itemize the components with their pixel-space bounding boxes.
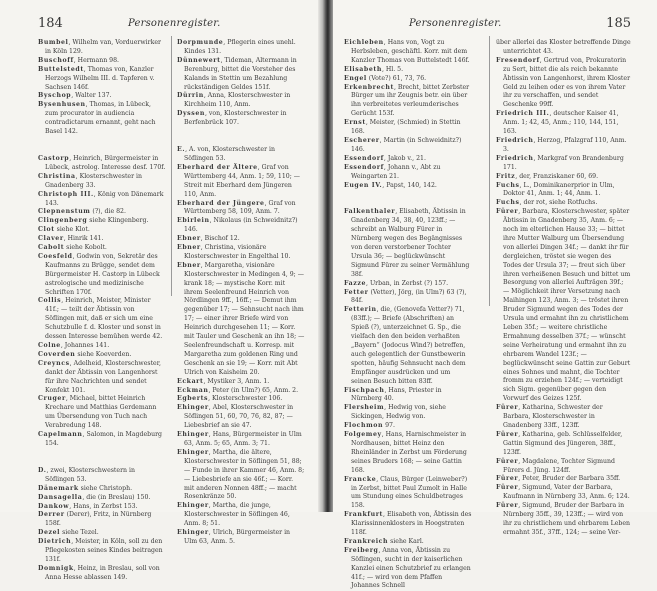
entry-headword: Dürrin [177, 92, 204, 100]
entry-headword: Erkenbrecht [344, 83, 394, 91]
index-entry [177, 39, 305, 57]
entry-headword: Fürer [496, 475, 519, 483]
entry-text: , Godwin von, Sekretär des Kaufmanns zu Brügge, sendet dem Bürgermeister H. Castorp in Lübeck astrologische und medizinische Schriften 170f. [45, 252, 160, 296]
right-page [333, 0, 657, 590]
entry-headword: Folgemey [344, 431, 382, 439]
entry-text: , Klosterschwester 106. [208, 395, 283, 403]
index-entry [38, 351, 166, 360]
index-entry [38, 529, 166, 538]
index-entry [38, 39, 166, 57]
entry-text: , Klosterschwester in Gnadenberg 33. [45, 172, 142, 189]
entry-headword: Freiberg [344, 546, 379, 554]
index-entry [177, 164, 305, 200]
entry-headword: Dansagella [38, 493, 83, 501]
index-entry [177, 200, 305, 218]
index-entry [344, 404, 472, 422]
entry-text: , Meister, (Schmied) in Stettin 168. [351, 119, 461, 136]
entry-headword: Fischpach [344, 386, 385, 394]
entry-text: siehe Koeverden. [75, 350, 132, 358]
entry-headword: Cruger [38, 395, 66, 403]
entry-text: , Thomas von, Kanzler Herzogs Wilhelm III. d. Tapferen v. Sachsen 146f. [45, 65, 155, 91]
section-gap [344, 190, 472, 208]
entry-text: , Tideman, Altermann in Berenburg, bittet die Vorsteher des Kalands in Stettin um Bezahlung rückständigen Geldes 151f. [184, 56, 297, 91]
index-entry [344, 387, 472, 405]
entry-text: , Gertrud von, Prokuratorin zu Sert, bittet die als reich bekannte Äbtissin von Langenhorst, ihrem Kloster Geld zu leihen oder es von ihrem Vater ihr zu verschaffen, und sendet Geschenke 99ff. [503, 56, 631, 109]
entry-headword: Ebirlein [177, 217, 210, 225]
entry-headword: Dezel [38, 529, 61, 537]
index-entry [38, 494, 166, 503]
entry-text: , Martha, die junge, Klosterschwester in Söflingen 46, Anm. 8; 51. [184, 502, 290, 528]
entry-text: , zwei, Klosterschwestern in Söflingen 53. [45, 466, 135, 483]
entry-headword: Ehinger [177, 502, 209, 510]
section-gap [177, 128, 305, 146]
index-entry [496, 57, 631, 110]
index-entry [38, 485, 166, 494]
entry-headword: Frankreich [344, 537, 389, 545]
running-head-right: Personenregister. [409, 18, 502, 29]
index-entry [344, 422, 472, 431]
index-entry [177, 387, 305, 396]
index-entry [38, 217, 166, 226]
entry-text: , Heinrich, Bürgermeister in Lübeck, astrolog. Interesse desf. 170f. [45, 154, 166, 171]
entry-text: , Hans, Harnischmeister in Nordhausen, bittet Heinz den Rheinländer in Zerbst um Förderung seines Bruders 168; — seine Gattin 168. [351, 431, 467, 474]
entry-text: siehe Christoph. [78, 484, 133, 492]
entry-headword: Fürer [496, 404, 519, 412]
index-entry [496, 182, 631, 200]
index-entry [177, 502, 305, 529]
entry-headword: Ebner [177, 244, 201, 252]
entry-text: , Anna von, Äbtissin zu Söflingen, sucht in der kaiserlichen Kanzlei einen Schutzbrief zu erlangen 41f.; — wird von dem Pfaffen Johannes Schnell [351, 546, 471, 590]
entry-text: , Martin (in Schweidnitz?) 146. [351, 136, 462, 153]
entry-headword: Ehinger [177, 431, 209, 439]
index-entry [496, 173, 631, 182]
index-entry [38, 57, 166, 66]
index-entry [38, 191, 166, 209]
index-entry [496, 39, 631, 57]
entry-text: , Katharina, geb. Schlüsselfelder, Gattin Sigmund des Jüngeren, 38ff., 123ff. [503, 430, 623, 456]
entry-headword: Derrer [38, 511, 65, 519]
entry-headword: Escherer [344, 136, 380, 144]
entry-text: , Hinrik 141. [63, 235, 104, 243]
entry-text: , Sigmund, Bruder der Barbara in Nürnberg 35ff., 39, 123ff.; — wird von ihr zu christlichem und ehrbarem Leben ermahnt 35f., 37ff., 124; — seine Ver- [503, 502, 631, 536]
entry-text: , Markgraf von Brandenburg 171. [503, 154, 624, 171]
index-entry [344, 164, 472, 182]
index-entry [344, 39, 472, 66]
index-entry [177, 57, 305, 93]
right-page-column-2 [496, 39, 631, 538]
index-entry [38, 395, 166, 431]
entry-text: , Hedwig von, siehe Sickingen, Hedwig von. [351, 404, 446, 421]
index-entry [496, 502, 631, 538]
entry-headword: Eichleben [344, 39, 384, 46]
entry-text: (Derer), Fritz, in Nürnberg 158f. [45, 511, 152, 528]
entry-headword: Cabolt [38, 244, 65, 252]
entry-text: , Anna, Klosterschwester in Kirchheim 110, Anm. [184, 92, 291, 109]
index-entry [38, 467, 166, 485]
entry-text: , die, (Genovefa Vetter?) 71, (83ff.); — Briefe (Abschriften) an Spieß (?), unterzeichnet G. Sp., die vielfach den den beiden verhaßten „Bayern“ (Jodocus Wind?) betreffen, auch gelegentlich der Gunstbewerin spotten, häufig Sehnsucht nach dem Empfänger ausdrücken und um seinen Besuch bitten 83ff. [351, 306, 466, 385]
entry-text: , von, Klosterschwester in Berfenbrück 107. [184, 110, 287, 127]
entry-headword: Capelmann [38, 431, 83, 439]
index-entry [344, 476, 472, 512]
index-entry [344, 137, 472, 155]
entry-headword: Domnigk [38, 564, 74, 572]
entry-text: , Adelheid, Klosterschwester, dankt der Äbtissin von Langenhorst für ihre Nachrichten und sendet Konfekt 101. [45, 359, 161, 394]
entry-headword: Eckart [177, 377, 204, 385]
entry-headword: Egberts [177, 395, 209, 403]
entry-text: , Nikolaus (in Schweidnitz?) 146. [184, 217, 298, 234]
page-number-left: 184 [38, 16, 63, 31]
right-page-column-1 [344, 39, 472, 591]
entry-text: , Elisabeth, Äbtissin in Gnadenberg 34, 38, 40, 123ff.; — schreibt an Walburg Fürer in Nürnberg wegen des Begängnisses von deren verstorbener Tochter Ursula 36; — beglückwünscht Sigmund Fürer zu seiner Vermählung 38f. [351, 208, 470, 278]
entry-text: , Salomon, in Magdeburg 154. [45, 431, 162, 447]
entry-headword: Friedrich [496, 136, 534, 144]
entry-headword: Byschop [38, 92, 72, 100]
section-gap [38, 137, 166, 155]
entry-text: , Peter, Bruder der Barbara 35ff. [518, 475, 621, 483]
index-entry [344, 431, 472, 476]
index-entry [177, 529, 305, 547]
index-entry [38, 511, 166, 529]
index-entry [344, 208, 472, 279]
entry-text: , Bischof 12. [200, 235, 240, 243]
entry-text: siehe Kobolt. [64, 244, 107, 252]
entry-headword: Collis [38, 297, 62, 305]
entry-headword: Buttelstedt [38, 65, 84, 73]
entry-headword: Castorp [38, 154, 70, 162]
entry-headword: Coesfeld [38, 252, 73, 260]
entry-headword: Fürer [496, 457, 519, 465]
index-entry [496, 110, 631, 137]
index-entry [38, 565, 166, 583]
index-entry [344, 155, 472, 164]
index-entry [38, 173, 166, 191]
entry-text: , Sigmund, Vater der Barbara, Kaufmann in Nürnberg 33, Anm. 6; 124. [503, 484, 630, 501]
index-entry [38, 92, 166, 101]
index-entry [496, 484, 631, 502]
entry-headword: Ehinger [177, 529, 209, 537]
index-entry [496, 404, 631, 431]
index-entry [38, 66, 166, 93]
entry-headword: Dänemark [38, 484, 79, 492]
entry-text: , Hl. 5. [381, 65, 404, 73]
entry-headword: Ernst [344, 119, 366, 127]
index-entry [344, 66, 472, 75]
entry-headword: Eugen IV. [344, 181, 383, 189]
entry-headword: Claver [38, 235, 64, 243]
entry-text: , Mystiker 3, Anm. 1. [203, 377, 270, 385]
entry-headword: Clingenberg [38, 217, 88, 225]
entry-text: , Thomas, in Lübeck, zum procurator in audiencia contradictarum ernannt, geht nach Basel 142. [45, 101, 156, 136]
entry-headword: Coverden [38, 350, 76, 358]
entry-headword: Ebner [177, 235, 201, 243]
index-entry [496, 155, 631, 173]
entry-headword: Fürer [496, 430, 519, 438]
index-entry [344, 538, 472, 547]
entry-text: (Vote?) 61, 73, 76. [366, 74, 427, 82]
index-entry [177, 431, 305, 449]
entry-headword: Dünnewert [177, 56, 221, 64]
column-divider-right [489, 36, 490, 306]
entry-text: 97. [383, 422, 395, 430]
entry-text: , Katharina, Schwester der Barbara, Klosterschwester in Gnadenberg 33ff., 123ff. [503, 404, 603, 429]
entry-text: , Graf von Württemberg 44, Anm. 1; 59, 110; — Streit mit Eberhard dem Jüngeren 110, Anm. [184, 163, 300, 198]
entry-text: , Christina, visionäre Klosterschwester in Engelthal 10. [184, 244, 291, 260]
entry-headword: Ebner [177, 261, 201, 269]
index-entry [38, 101, 166, 137]
entry-headword: Dietrich [38, 538, 72, 546]
entry-headword: Flochmon [344, 422, 384, 430]
entry-headword: Frankfurt [344, 511, 384, 519]
entry-text: , Hermann 98. [73, 56, 120, 64]
entry-headword: Falkenthaler [344, 208, 396, 216]
entry-headword: Dorpmunde [177, 39, 224, 46]
entry-headword: Fazze [344, 279, 367, 287]
entry-text: , Johannes 141. [60, 342, 110, 349]
index-entry [177, 404, 305, 431]
entry-headword: Fritz [496, 172, 516, 180]
entry-text: (Vetter), Jörg, (in Ulm?) 63 (?), 84f. [351, 288, 467, 305]
entry-headword: Clepnenstum [38, 208, 91, 216]
entry-text: , König von Dänemark 143. [45, 190, 164, 207]
entry-text: , Barbara, Klosterschwester, später Äbtissin in Gnadenberg 35, Anm. 6; — noch im elterlichen Hause 33; — bittet ihre Mutter Walburg um Übersendung von allerlei Dingen 34f.; — dankt ihr für dergleichen, tröstet sie wegen des Todes der Ursula 37; — freut sich über ihren verheißenen Besuch und bittet um Besorgung von allerlei Aufträgen 39f.; — Möglichkeit ihrer Versetzung nach Maihingen 123, Anm. 3; — tröstet ihren Bruder Sigmund wegen des Todes der Ursula und ermahnt ihn zu christlichem Leben 35f.; — weitere christliche Ermahnung desselben 37f.; — wünscht seine Verheiratung und ermahnt ihn zu ehrbarem Wandel 123f.; — beglückwünscht seine Gattin zur Geburt eines Sohnes und mahnt, die Tochter fromm zu erziehen 124f.; — verteidigt sich Sigm. gegenüber gegen den Vorwurf des Geizes 125f. [503, 208, 631, 403]
index-entry [38, 538, 166, 565]
index-entry [177, 110, 305, 128]
index-entry [38, 431, 166, 449]
entry-text: , Heinz, in Breslau, soll von Anna Hesse ablassen 149. [45, 564, 160, 581]
index-entry [38, 503, 166, 512]
entry-headword: Flersheim [344, 404, 385, 412]
index-entry [38, 208, 166, 217]
left-page [0, 0, 322, 581]
entry-text: , Abel, Klosterschwester in Söflingen 51, 60, 70, 76, 82, 87; — Liebesbrief an sie 47. [184, 404, 294, 430]
index-entry [177, 262, 305, 378]
index-entry [177, 92, 305, 110]
entry-headword: Francke [344, 475, 377, 483]
entry-text: , der rot, siehe Rotfuchs. [519, 199, 598, 207]
entry-text: , Peter (in Ulm?) 65, Anm. 2. [208, 386, 299, 394]
entry-headword: Fresendorf [496, 56, 540, 64]
entry-headword: Bumbel [38, 39, 69, 46]
entry-text: , Jakob v., 21. [383, 154, 426, 162]
entry-headword: Dyssen [177, 110, 205, 118]
entry-headword: Fürer [496, 502, 519, 510]
entry-text: , Magdalene, Tochter Sigmund Fürers d. Jüng. 124ff. [503, 457, 615, 474]
entry-headword: Elisabeth [344, 65, 382, 73]
entry-text: , A. von, Klosterschwester in Söflingen 53. [184, 146, 275, 162]
entry-headword: Essendorf [344, 154, 384, 162]
entry-headword: Friedrich III. [496, 110, 550, 118]
entry-headword: Christoph III. [38, 190, 94, 198]
entry-headword: Fetter [344, 288, 369, 296]
entry-headword: Ehinger [177, 404, 209, 412]
entry-text: , Heinrich, Meister, Minister 41f.; — teilt der Äbtissin von Söflingen mit, daß er sich um eine Schutzbulle f. d. Kloster und sonst in dessen Interesse bemühen werde 42. [45, 297, 163, 341]
index-entry [177, 395, 305, 404]
entry-text: , Brecht, bittet Zerbster Bürger um ihr Zeugnis betr. ein über ihn verbreitetes verleumderisches Gerücht 153f. [351, 83, 470, 118]
entry-text: , Martha, die ältere, Klosterschwester in Söflingen 51, 88; — Funde in ihrer Kammer 46, Anm. 8; — Liebesbriefe an sie 46f.; — Korr. mit anderen Nonnen 48ff.; — macht Rosenkränze 50. [184, 448, 305, 501]
index-entry [177, 244, 305, 262]
entry-text: , Hans, Bürgermeister in Ulm 63, Anm. 5; 65, Anm. 3; 71. [184, 431, 302, 447]
entry-text: siehe Karl. [388, 537, 424, 545]
index-entry [496, 208, 631, 404]
index-entry [344, 84, 472, 120]
entry-headword: Friedrich [496, 154, 534, 162]
left-page-column-2 [177, 39, 305, 547]
index-entry [344, 75, 472, 84]
index-entry [344, 119, 472, 137]
entry-headword: Creyncs [38, 359, 70, 367]
entry-headword: Clot [38, 226, 55, 234]
left-page-column-1 [38, 39, 166, 583]
index-entry [38, 226, 166, 235]
entry-text: , Michael, bittet Heinrich Krechare und Matthias Gerdemann um Übersendung von Tuch nach Verabredung 148. [45, 395, 157, 430]
index-entry [177, 235, 305, 244]
entry-text: , Hans, Priester in Nürnberg 40. [351, 386, 442, 403]
entry-headword: Fuchs [496, 199, 520, 207]
entry-headword: Buschoff [38, 56, 74, 64]
entry-text: , Urban, in Zerbst (?) 157. [366, 279, 449, 287]
entry-headword: Bysenhusen [38, 101, 86, 109]
index-entry [344, 280, 472, 289]
index-entry [344, 289, 472, 307]
index-entry [344, 511, 472, 538]
entry-headword: Fuchs [496, 181, 520, 189]
entry-headword: Fetterin [344, 306, 377, 314]
entry-text: , Johann v., Abt zu Weingarten 21. [351, 163, 441, 180]
index-entry [177, 146, 305, 164]
index-entry [344, 547, 472, 591]
entry-text: , Meister, in Köln, soll zu den Pflegekosten seines Kindes beitragen 131f. [45, 538, 163, 563]
entry-text: , Elisabeth von, Äbtissin des Klarissinnenklosters in Hoogstraten 118f. [351, 511, 472, 537]
entry-text: , Walter 137. [71, 92, 112, 100]
index-entry [38, 244, 166, 253]
index-entry [38, 297, 166, 342]
index-entry [38, 235, 166, 244]
index-entry [496, 199, 631, 208]
index-entry [177, 217, 305, 235]
entry-text: , Herzog, Pfalzgraf 110, Anm. 3. [503, 136, 627, 153]
entry-text: über allerlei das Kloster betreffende Dinge unterrichtet 43. [496, 39, 631, 55]
entry-text: , Wilhelm van, Vorduerwirker in Köln 129. [45, 39, 161, 55]
index-entry [496, 137, 631, 155]
index-entry [38, 155, 166, 173]
entry-headword: Eberhard der Ältere [177, 163, 258, 171]
index-entry [38, 360, 166, 396]
index-entry [344, 306, 472, 386]
page-number-right: 185 [606, 16, 631, 31]
entry-text: , Claus, Bürger (Leinweber?) in Zerbst, bittet Paul Zumolt in Halle um Stundung eines Schuldbetrages 158. [351, 475, 468, 510]
entry-headword: Eckman [177, 386, 209, 394]
entry-text: siehe Klot. [54, 226, 90, 234]
index-entry [177, 378, 305, 387]
entry-headword: Christina [38, 172, 76, 180]
entry-text: (?), die 82. [90, 208, 126, 216]
entry-text: , L., Dominikanerprior in Ulm, Doktor 41, Anm. 1; 44, Anm. 1. [503, 181, 615, 198]
index-entry [344, 182, 472, 191]
entry-text: , die (in Breslau) 150. [82, 493, 151, 501]
entry-headword: Fürer [496, 208, 519, 216]
entry-text: , Hans, in Zerbst 153. [69, 502, 138, 510]
entry-headword: Eberhard der Jüngere [177, 199, 265, 207]
index-entry [38, 253, 166, 298]
entry-headword: Ehinger [177, 448, 209, 456]
index-entry [38, 342, 166, 351]
entry-text: , Pflegerin eines unehl. Kindes 131. [184, 39, 296, 55]
entry-headword: D. [38, 466, 47, 474]
index-entry [496, 458, 631, 476]
entry-headword: Fürer [496, 484, 519, 492]
entry-text: , der, Franziskaner 60, 69. [515, 172, 599, 180]
index-entry [177, 449, 305, 502]
entry-text: , Margaretha, visionäre Klosterschwester in Medingen 4, 9; — krank 18; — mystische Korr. mit ihrem Seelenfreund Heinrich von Nördlingen 9ff., 16ff.; — Demut ihm gegenüber 17; — Sehnsucht nach ihm 17; — einer ihrer Briefe wird von Heinrich durchgesehen 11; — Korr. mit Tauler und Geschenk an ihn 18; — Seelenfreundschaft u. Korresp. mit Margaretha zum goldenen Ring und Geschenk an sie 19; — Korr. mit Abt Ulrich von Kaisheim 20. [184, 261, 305, 376]
index-entry [496, 475, 631, 484]
section-gap [38, 449, 166, 467]
entry-text: , Graf von Württemberg 58, 109, Anm. 7. [184, 199, 296, 216]
index-entry [496, 431, 631, 458]
entry-headword: E. [177, 146, 186, 154]
entry-headword: Essendorf [344, 163, 384, 171]
entry-text: , Hans von, Vogt zu Herbsleben, geschäftl. Korr. mit dem Kanzler Thomas von Buttelstedt 146f. [351, 39, 470, 64]
entry-headword: Dankow [38, 502, 70, 510]
entry-headword: Engel [344, 74, 367, 82]
entry-text: , Papst, 140, 142. [382, 181, 437, 189]
entry-headword: Colne [38, 342, 61, 349]
entry-text: , deutscher Kaiser 41, Anm. 1; 42, 45, Anm.; 110, 144, 151, 163. [503, 110, 619, 136]
running-head-left: Personenregister. [128, 18, 221, 29]
entry-text: siehe Tezel. [60, 529, 99, 537]
column-divider-left [171, 36, 172, 296]
entry-text: , Ulrich, Bürgermeister in Ulm 63, Anm. 5. [184, 529, 291, 545]
entry-text: siehe Klingenberg. [87, 217, 149, 225]
